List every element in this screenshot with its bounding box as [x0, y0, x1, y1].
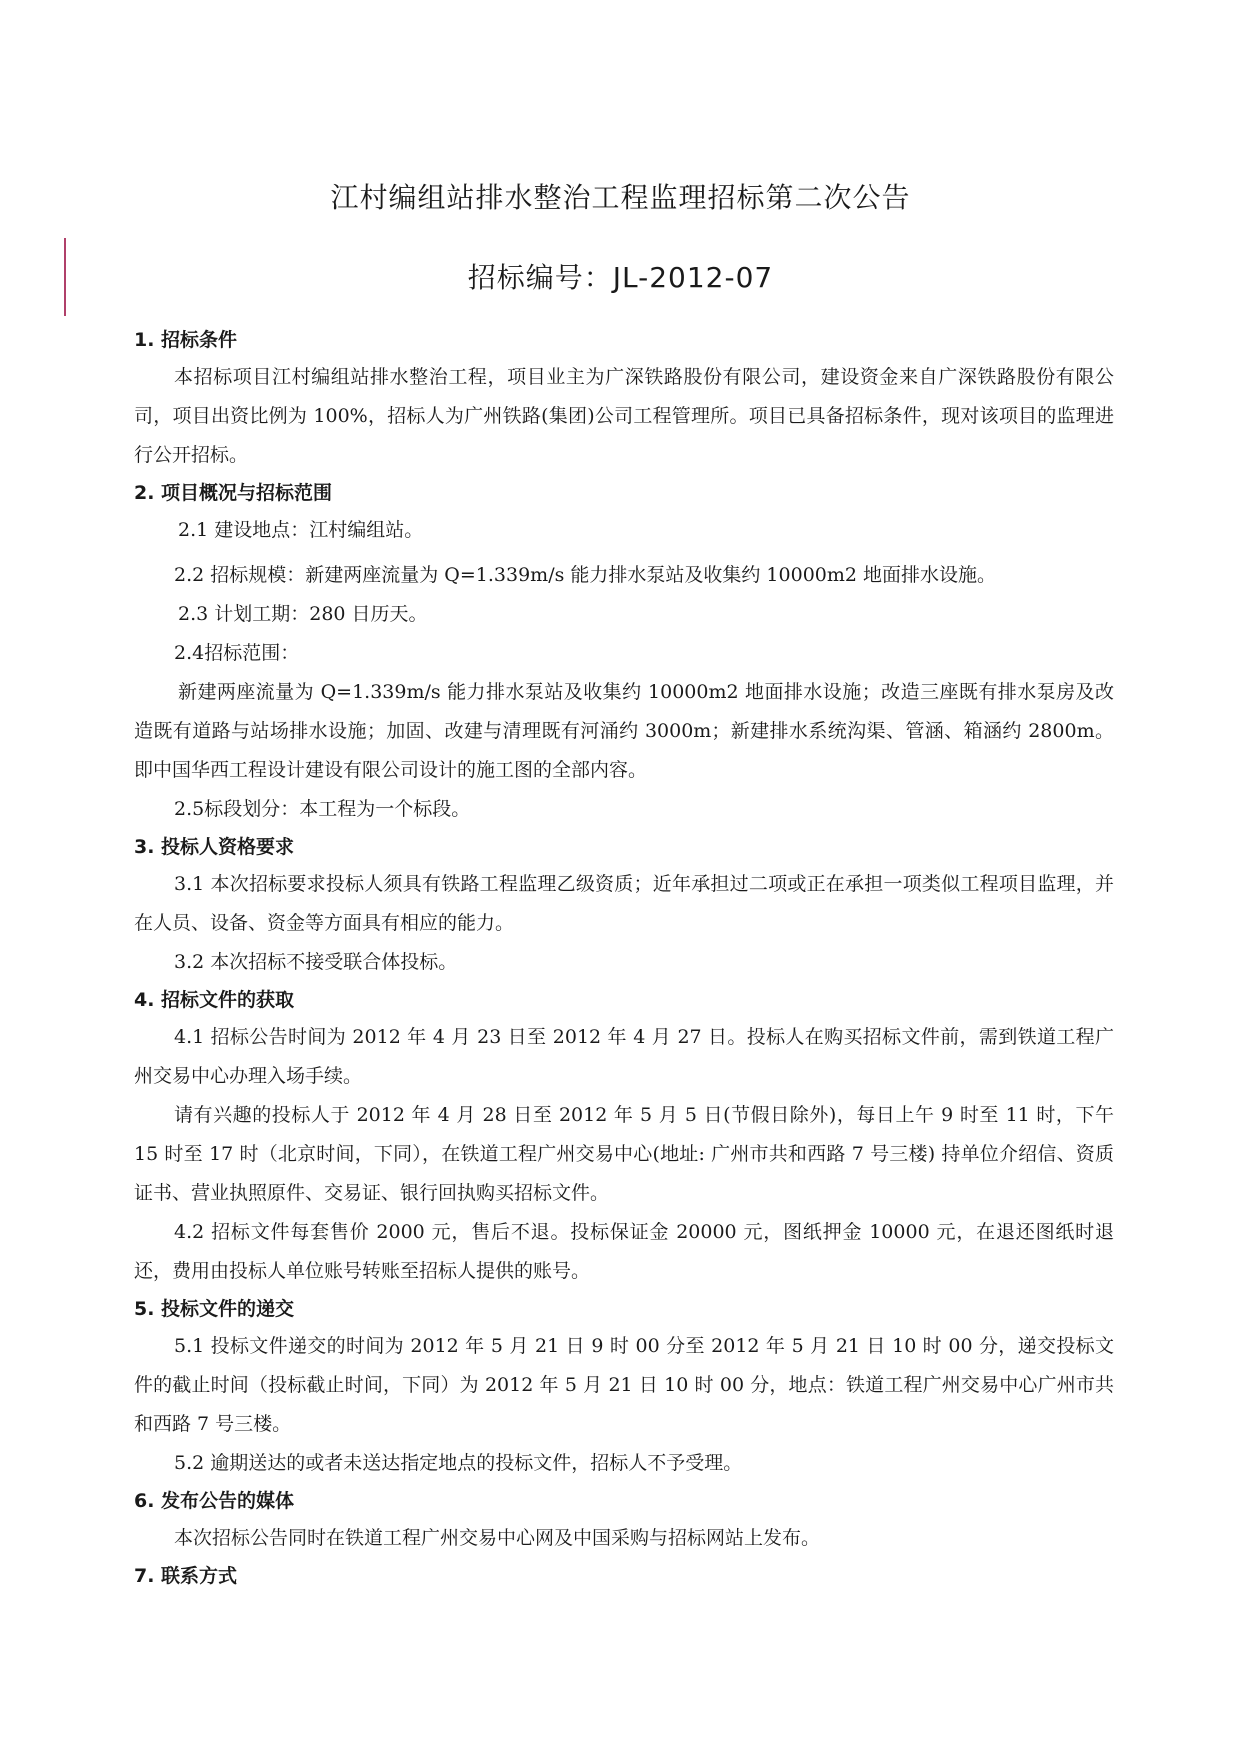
- section-heading: 5. 投标文件的递交: [134, 1298, 295, 1320]
- document-body: [134, 322, 1114, 1594]
- paragraph: 4.1 招标公告时间为 2012 年 4 月 23 日至 2012 年 4 月 27 日。投标人在购买招标文件前，需到铁道工程广州交易中心办理入场手续。: [134, 1026, 1114, 1087]
- paragraph: 2.1 建设地点：江村编组站。: [178, 519, 424, 541]
- paragraph: 2.2 招标规模：新建两座流量为 Q=1.339m/s 能力排水泵站及收集约 10000m2 地面排水设施。: [174, 564, 997, 586]
- paragraph: 本次招标公告同时在铁道工程广州交易中心网及中国采购与招标网站上发布。: [174, 1527, 821, 1549]
- paragraph: 3.2 本次招标不接受联合体投标。: [174, 951, 458, 973]
- section-heading: 2. 项目概况与招标范围: [134, 482, 333, 504]
- paragraph: 2.4招标范围：: [174, 642, 300, 664]
- section-heading: 1. 招标条件: [134, 329, 238, 351]
- paragraph: 4.2 招标文件每套售价 2000 元，售后不退。投标保证金 20000 元，图纸押金 10000 元，在退还图纸时退还，费用由投标人单位账号转账至招标人提供的账号。: [134, 1221, 1114, 1282]
- section-heading: 4. 招标文件的获取: [134, 989, 295, 1011]
- paragraph: 新建两座流量为 Q=1.339m/s 能力排水泵站及收集约 10000m2 地面排水设施；改造三座既有排水泵房及改造既有道路与站场排水设施；加固、改建与清理既有河涌约 3000m；新建排水系统沟渠、管涵、箱涵约 2800m。即中国华西工程设计建设有限公司设计的施工图的全部内容。: [134, 681, 1114, 781]
- section-heading: 6. 发布公告的媒体: [134, 1490, 295, 1512]
- paragraph: 5.2 逾期送达的或者未送达指定地点的投标文件，招标人不予受理。: [174, 1452, 743, 1474]
- paragraph: 5.1 投标文件递交的时间为 2012 年 5 月 21 日 9 时 00 分至 2012 年 5 月 21 日 10 时 00 分，递交投标文件的截止时间（投标截止时间，下同）为 2012 年 5 月 21 日 10 时 00 分，地点：铁道工程广州交易中心广州市共和西路 7 号三楼。: [134, 1335, 1114, 1435]
- paragraph: 3.1 本次招标要求投标人须具有铁路工程监理乙级资质；近年承担过二项或正在承担一项类似工程项目监理，并在人员、设备、资金等方面具有相应的能力。: [134, 873, 1114, 934]
- paragraph: 2.5标段划分：本工程为一个标段。: [174, 798, 471, 820]
- tender-number: 招标编号：JL-2012-07: [467, 261, 774, 294]
- document-title: 江村编组站排水整治工程监理招标第二次公告: [330, 181, 911, 214]
- paragraph: 本招标项目江村编组站排水整治工程，项目业主为广深铁路股份有限公司，建设资金来自广深铁路股份有限公司，项目出资比例为 100%，招标人为广州铁路(集团)公司工程管理所。项目已具备招标条件，现对该项目的监理进行公开招标。: [134, 366, 1114, 466]
- section-heading: 7. 联系方式: [134, 1565, 238, 1587]
- paragraph: 请有兴趣的投标人于 2012 年 4 月 28 日至 2012 年 5 月 5 日(节假日除外)，每日上午 9 时至 11 时，下午 15 时至 17 时（北京时间，下同），在铁道工程广州交易中心(地址: 广州市共和西路 7 号三楼) 持单位介绍信、资质证书、营业执照原件、交易证、银行回执购买招标文件。: [134, 1104, 1114, 1204]
- section-heading: 3. 投标人资格要求: [134, 836, 295, 858]
- paragraph: 2.3 计划工期：280 日历天。: [178, 603, 428, 625]
